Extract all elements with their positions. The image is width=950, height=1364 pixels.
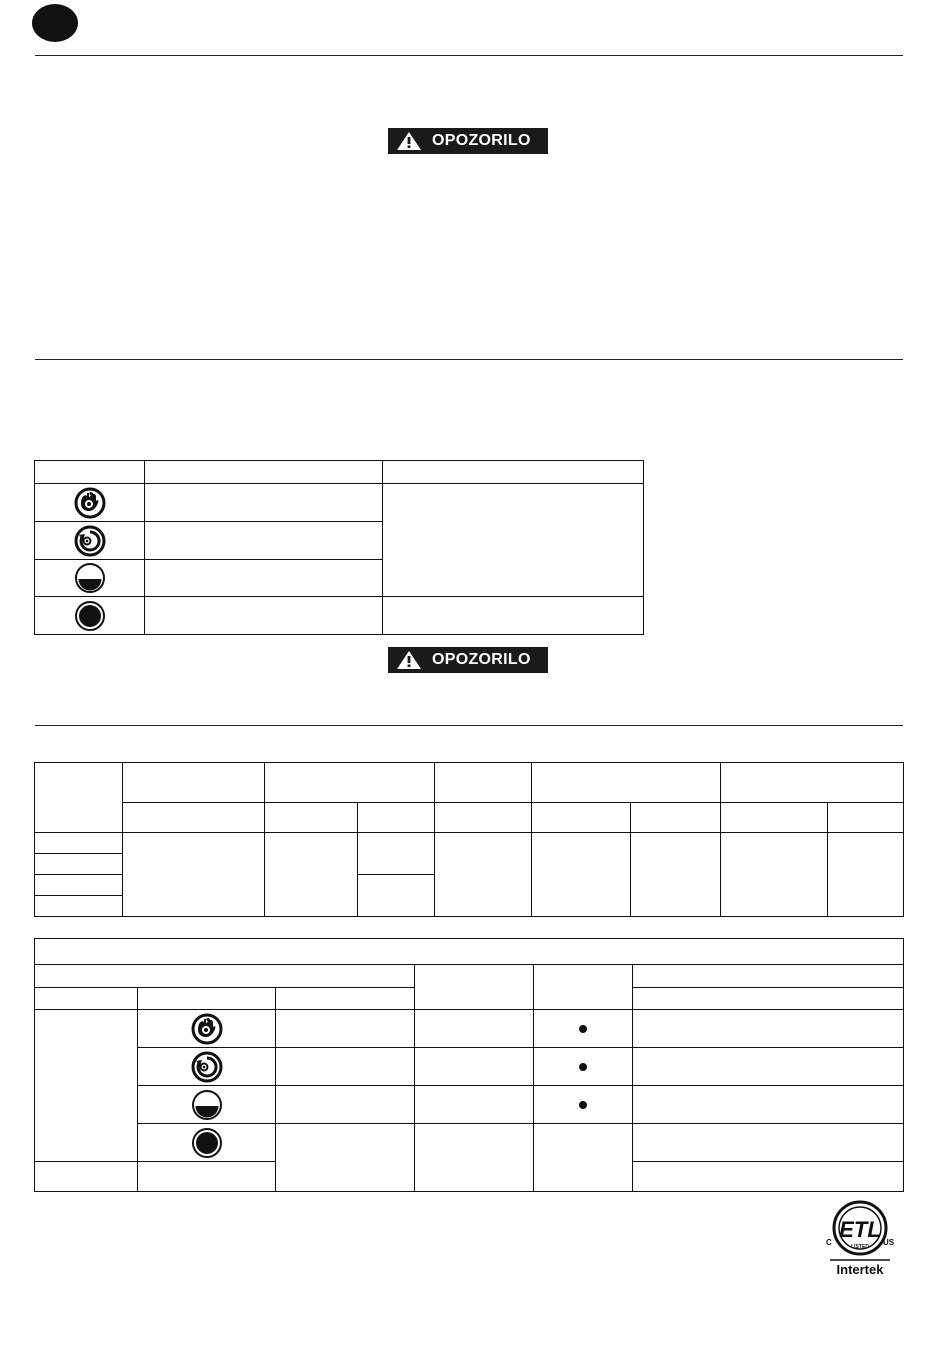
table-cell <box>534 1010 633 1048</box>
table-cell <box>633 1086 904 1124</box>
table-cell <box>35 854 123 875</box>
reverse-rotation-mode-icon <box>191 1051 223 1083</box>
table-cell <box>534 1086 633 1124</box>
table-cell <box>35 1162 138 1192</box>
hand-tighten-mode-icon <box>74 487 106 519</box>
table-cell <box>633 1162 904 1192</box>
etl-listed-certification-mark <box>822 1196 898 1282</box>
table-cell <box>123 833 265 917</box>
table-cell <box>534 1048 633 1086</box>
table-header-cell <box>415 965 534 1010</box>
table-header-cell <box>633 965 904 988</box>
table-cell <box>721 833 828 917</box>
table-cell <box>265 833 358 917</box>
full-power-mode-icon <box>74 600 106 632</box>
table-cell <box>415 1124 534 1192</box>
half-power-mode-icon <box>191 1089 223 1121</box>
table-cell <box>145 597 383 635</box>
table-cell <box>138 1124 276 1162</box>
table-header-cell <box>35 965 415 988</box>
table-header-cell <box>828 803 904 833</box>
table-header-cell <box>532 803 631 833</box>
section-divider <box>35 725 903 726</box>
table-header-cell <box>35 461 145 484</box>
table-cell <box>35 560 145 597</box>
table-cell <box>358 833 435 875</box>
table-header-cell <box>721 803 828 833</box>
half-power-mode-icon <box>74 562 106 594</box>
table-cell <box>35 833 123 854</box>
table-header-cell <box>265 763 435 803</box>
table-cell <box>145 484 383 522</box>
table-header-cell <box>35 763 123 833</box>
table-cell <box>435 833 532 917</box>
table-header-cell <box>123 803 265 833</box>
table-cell <box>534 1124 633 1192</box>
section-divider <box>35 55 903 56</box>
selected-dot-icon <box>579 1063 587 1071</box>
table-cell <box>145 522 383 560</box>
table-cell <box>631 833 721 917</box>
svg-text:C: C <box>826 1238 832 1247</box>
section-divider <box>35 359 903 360</box>
mode-selector-table <box>34 938 904 1192</box>
table-cell <box>415 1086 534 1124</box>
table-cell <box>35 597 145 635</box>
table-header-cell <box>265 803 358 833</box>
table-cell <box>633 1124 904 1162</box>
svg-text:Intertek: Intertek <box>836 1262 884 1277</box>
language-badge <box>32 4 78 42</box>
svg-text:US: US <box>883 1238 895 1247</box>
selected-dot-icon <box>579 1101 587 1109</box>
table-cell <box>276 1124 415 1192</box>
table-cell <box>276 1048 415 1086</box>
table-header-cell <box>435 763 532 803</box>
table-header-cell <box>276 988 415 1010</box>
table-header-cell <box>435 803 532 833</box>
table-cell <box>276 1086 415 1124</box>
table-cell <box>138 1086 276 1124</box>
table-cell <box>138 1048 276 1086</box>
selected-dot-icon <box>579 1025 587 1033</box>
table-cell <box>383 484 644 597</box>
table-cell <box>358 875 435 917</box>
specifications-table <box>34 762 904 917</box>
table-cell <box>276 1010 415 1048</box>
mode-table <box>34 460 644 635</box>
table-cell <box>35 1010 138 1162</box>
table-header-cell <box>358 803 435 833</box>
table-cell <box>828 833 904 917</box>
table-header-cell <box>631 803 721 833</box>
table-cell <box>415 1010 534 1048</box>
table-cell <box>633 1048 904 1086</box>
warning-triangle-icon <box>396 650 422 670</box>
table-cell <box>532 833 631 917</box>
table-cell <box>145 560 383 597</box>
table-header-cell <box>145 461 383 484</box>
hand-tighten-mode-icon <box>191 1013 223 1045</box>
svg-text:LISTED: LISTED <box>851 1244 869 1250</box>
table-cell <box>415 1048 534 1086</box>
table-header-cell <box>633 988 904 1010</box>
table-cell <box>35 875 123 896</box>
table-cell <box>633 1010 904 1048</box>
table-header-cell <box>532 763 721 803</box>
table-header-cell <box>35 988 138 1010</box>
table-cell <box>35 484 145 522</box>
warning-banner <box>388 128 548 154</box>
table-cell <box>35 522 145 560</box>
table-header-cell <box>534 965 633 1010</box>
warning-label: OPOZORILO <box>432 651 531 668</box>
warning-label: OPOZORILO <box>432 132 531 149</box>
table-header-cell <box>383 461 644 484</box>
warning-triangle-icon <box>396 131 422 151</box>
table-cell <box>138 1162 276 1192</box>
table-cell <box>383 597 644 635</box>
table-header-cell <box>35 939 904 965</box>
warning-banner <box>388 647 548 673</box>
reverse-rotation-mode-icon <box>74 525 106 557</box>
full-power-mode-icon <box>191 1127 223 1159</box>
svg-text:ETL: ETL <box>839 1217 881 1242</box>
table-header-cell <box>721 763 904 803</box>
table-cell <box>35 896 123 917</box>
table-cell <box>138 1010 276 1048</box>
table-header-cell <box>123 763 265 803</box>
table-header-cell <box>138 988 276 1010</box>
